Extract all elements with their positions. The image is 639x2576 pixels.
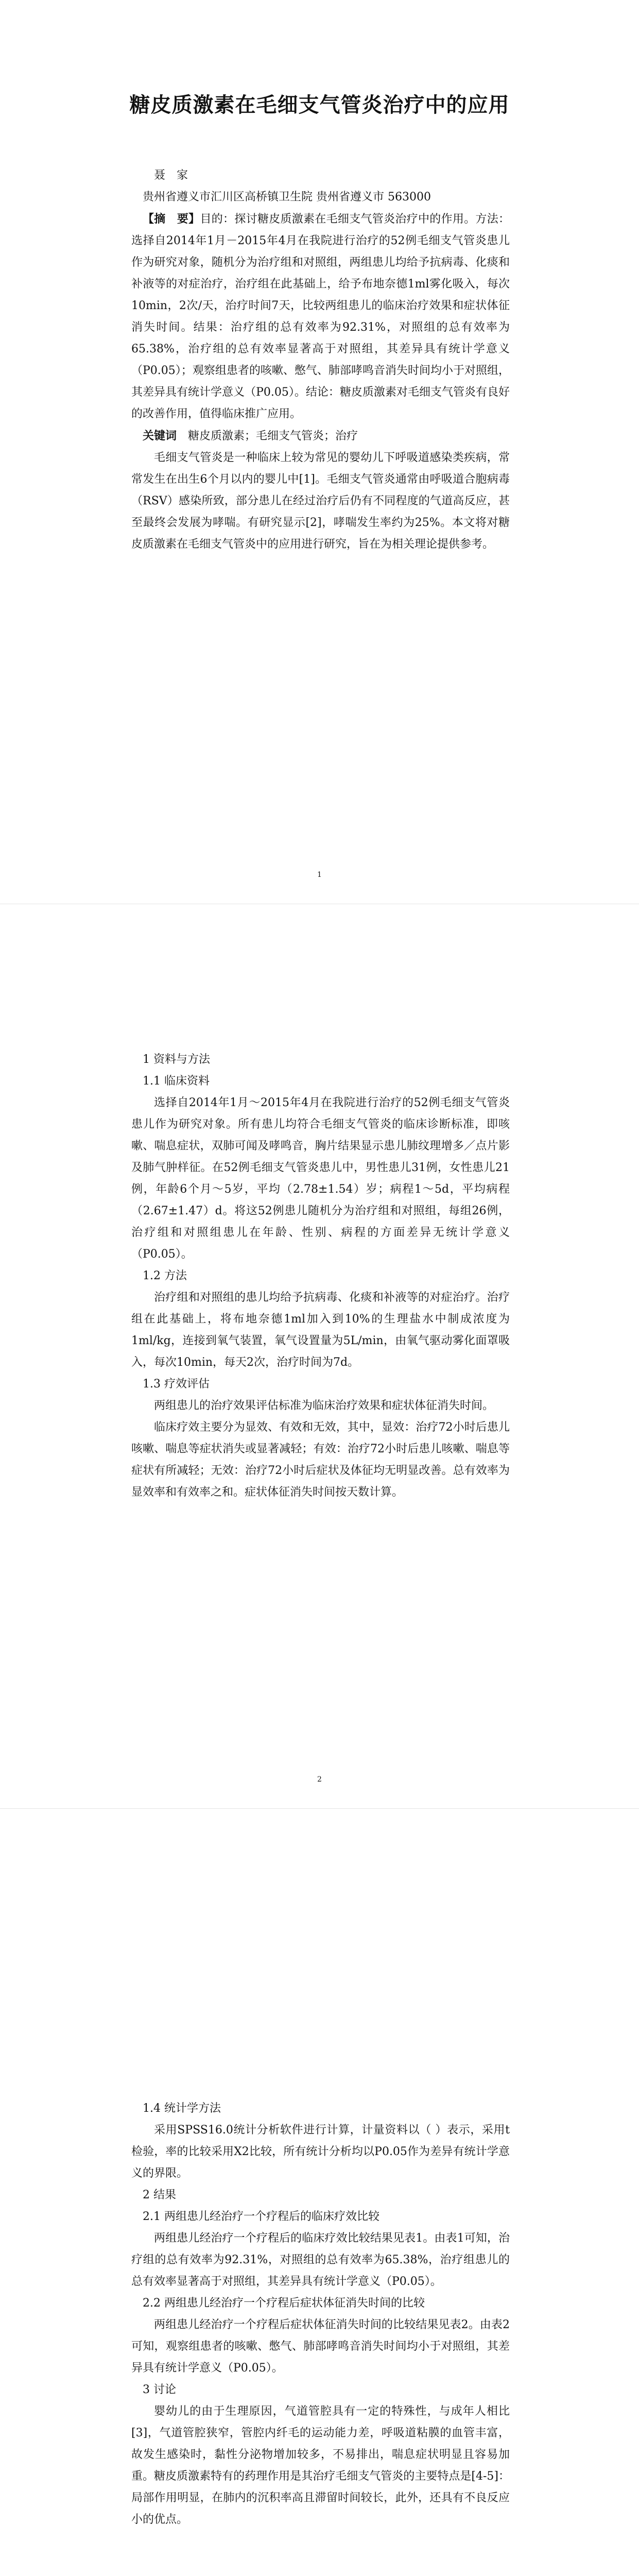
abstract (131, 208, 510, 425)
affiliation: 贵州省遵义市汇川区高桥镇卫生院 贵州省遵义市 563000 (143, 191, 431, 204)
page-number-1: 1 (317, 871, 322, 879)
abstract-text: 目的：探讨糖皮质激素在毛细支气管炎治疗中的作用。方法：选择自2014年1月－2015年4月在我院进行治疗的52例毛细支气管炎患儿作为研究对象，随机分为治疗组和对照组，两组患儿均给予抗病毒、化痰和补液等的对症治疗，治疗组在此基础上，给予布地奈德1ml雾化吸入，每次10min，2次/天，治疗时间7天，比较两组患儿的临床治疗效果和症状体征消失时间。结果：治疗组的总有效率为92.31%，对照组的总有效率为65.38%，治疗组的总有效率显著高于对照组，其差异具有统计学意义（P0.05）；观察组患者的咳嗽、憋气、肺部哮鸣音消失时间均小于对照组，其差异具有统计学意义（P0.05）。结论：糖皮质激素对毛细支气管炎有良好的改善作用，值得临床推广应用。 (131, 213, 510, 420)
section-3-heading: 3 讨论 (143, 2383, 176, 2396)
intro-paragraph: 毛细支气管炎是一种临床上较为常见的婴幼儿下呼吸道感染类疾病，常常发生在出生6个月以内的婴儿中[1]。毛细支气管炎通常由呼吸道合胞病毒（RSV）感染所致，部分患儿在经过治疗后仍有不同程度的气道高反应，甚至最终会发展为哮喘。有研究显示[2]，哮喘发生率约为25%。本文将对糖皮质激素在毛细支气管炎中的应用进行研究，旨在为相关理论提供参考。 (131, 451, 510, 551)
author: 聂 家 (154, 169, 188, 182)
keywords (131, 425, 510, 447)
keywords-label: 关键词 (143, 429, 177, 443)
statistics-paragraph: 采用SPSS16.0统计分析软件进行计算，计量资料以（ ）表示，采用t检验，率的比较采用X2比较，所有统计分析均以P0.05作为差异有统计学意义的界限。 (131, 2124, 510, 2180)
section-1-4-heading: 1.4 统计学方法 (143, 2102, 221, 2115)
page-3 (0, 1809, 639, 2576)
paper-title: 糖皮质激素在毛细支气管炎治疗中的应用 (129, 93, 510, 117)
evaluation-paragraph-1: 两组患儿的治疗效果评估标准为临床治疗效果和症状体征消失时间。 (154, 1399, 494, 1412)
discussion-paragraph-1: 婴幼儿的由于生理原因，气道管腔具有一定的特殊性，与成年人相比[3]，气道管腔狭窄，管腔内纤毛的运动能力差，呼吸道粘膜的血管丰富，故发生感染时，黏性分泌物增加较多，不易排出，喘息症状明显且容易加重。糖皮质激素特有的药理作用是其治疗毛细支气管炎的主要特点是[4-5]：局部作用明显，在肺内的沉积率高且滞留时间较长，此外，还具有不良反应小的优点。 (131, 2405, 510, 2526)
result-paragraph-1: 两组患儿经治疗一个疗程后的临床疗效比较结果见表1。由表1可知，治疗组的总有效率为92.31%，对照组的总有效率为65.38%，治疗组患儿的总有效率显著高于对照组，其差异具有统计学意义（P0.05）。 (131, 2232, 510, 2288)
page-1 (0, 0, 639, 903)
abstract-label: 【摘 要】 (143, 212, 200, 226)
clinical-data-paragraph: 选择自2014年1月～2015年4月在我院进行治疗的52例毛细支气管炎患儿作为研究对象。所有患儿均符合毛细支气管炎的临床诊断标准，即咳嗽、喘息症状，双肺可闻及哮鸣音，胸片结果显示患儿肺纹理增多／点片影及肺气肿样征。在52例毛细支气管炎患儿中，男性患儿31例，女性患儿21例，年龄6个月～5岁，平均（2.78±1.54）岁；病程1～5d，平均病程（2.67±1.47）d。将这52例患儿随机分为治疗组和对照组，每组26例，治疗组和对照组患儿在年龄、性别、病程的方面差异无统计学意义（P0.05）。 (131, 1096, 510, 1261)
page-2 (0, 905, 639, 1807)
keywords-text: 糖皮质激素；毛细支气管炎；治疗 (188, 430, 358, 443)
page-number-2: 2 (317, 1775, 322, 1784)
section-1-3-heading: 1.3 疗效评估 (143, 1378, 210, 1391)
section-1-2-heading: 1.2 方法 (143, 1269, 187, 1282)
section-2-1-heading: 2.1 两组患儿经治疗一个疗程后的临床疗效比较 (143, 2210, 379, 2223)
evaluation-paragraph-2: 临床疗效主要分为显效、有效和无效，其中，显效：治疗72小时后患儿咳嗽、喘息等症状消失或显著减轻；有效：治疗72小时后患儿咳嗽、喘息等症状有所减轻；无效：治疗72小时后症状及体征均无明显改善。总有效率为显效率和有效率之和。症状体征消失时间按天数计算。 (131, 1421, 510, 1499)
result-paragraph-2: 两组患儿经治疗一个疗程后症状体征消失时间的比较结果见表2。由表2可知，观察组患者的咳嗽、憋气、肺部哮鸣音消失时间均小于对照组，其差异具有统计学意义（P0.05）。 (131, 2318, 510, 2375)
section-1-heading: 1 资料与方法 (143, 1053, 210, 1066)
method-paragraph: 治疗组和对照组的患儿均给予抗病毒、化痰和补液等的对症治疗。治疗组在此基础上，将布地奈德1ml加入到10%的生理盐水中制成浓度为1ml/kg，连接到氧气装置，氧气设置量为5L/min，由氧气驱动雾化面罩吸入，每次10min，每天2次，治疗时间为7d。 (131, 1291, 510, 1369)
section-2-2-heading: 2.2 两组患儿经治疗一个疗程后症状体征消失时间的比较 (143, 2297, 425, 2310)
section-1-1-heading: 1.1 临床资料 (143, 1075, 210, 1088)
page-divider (0, 1808, 639, 1809)
section-2-heading: 2 结果 (143, 2189, 176, 2201)
